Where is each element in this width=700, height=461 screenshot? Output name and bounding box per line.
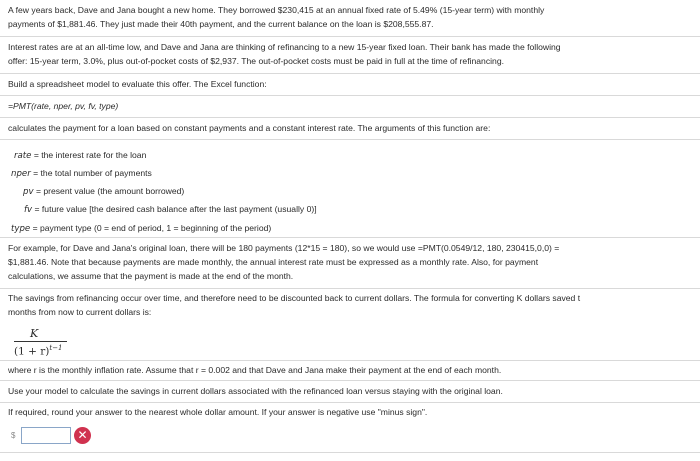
argument-name: fv <box>24 205 33 215</box>
divider <box>0 402 700 403</box>
refi-line-2: offer: 15-year term, 3.0%, plus out-of-pocket costs of $2,937. The out-of-pocket costs must be paid in full at the time of refinancing. <box>8 56 504 66</box>
use-model-text: Use your model to calculate the savings in current dollars associated with the refinanced loan versus staying with the original loan. <box>8 386 503 396</box>
rounding-text: If required, round your answer to the nearest whole dollar amount. If your answer is negative use "minus sign". <box>8 407 428 417</box>
divider <box>0 139 700 140</box>
build-text: Build a spreadsheet model to evaluate this offer. The Excel function: <box>8 79 267 89</box>
formula-denominator <box>14 344 63 358</box>
argument-desc: = future value [the desired cash balance after the last payment (usually 0)] <box>34 204 317 214</box>
argument-name: rate <box>14 151 32 161</box>
intro-line-2: payments of $1,881.46. They just made their 40th payment, and the current balance on the loan is $208,555.87. <box>8 19 434 29</box>
argument-type <box>11 223 271 234</box>
divider <box>0 288 700 289</box>
calc-text: calculates the payment for a loan based on constant payments and a constant interest rate. The arguments of this function are: <box>8 123 491 133</box>
x-mark-icon: ✕ <box>74 427 91 444</box>
argument-rate <box>14 150 146 161</box>
answer-input[interactable] <box>21 427 71 444</box>
currency-symbol: $ <box>11 431 16 440</box>
intro-line-1: A few years back, Dave and Jana bought a new home. They borrowed $230,415 at an annual fixed rate of 5.49% (15-year term) with monthly <box>8 5 545 15</box>
formula-numerator: K <box>30 327 39 340</box>
argument-desc: = payment type (0 = end of period, 1 = beginning of the period) <box>32 223 272 233</box>
divider <box>0 360 700 361</box>
argument-desc: = the interest rate for the loan <box>33 150 147 160</box>
example-line-2: $1,881.46. Note that because payments are made monthly, the annual interest rate must be expressed as a monthly rate. Also, for payment <box>8 257 539 267</box>
fraction-bar <box>14 341 67 342</box>
savings-line-2: months from now to current dollars is: <box>8 307 152 317</box>
denominator-base: (1 + r) <box>14 345 50 358</box>
argument-name: pv <box>23 187 34 197</box>
argument-pv <box>23 186 184 197</box>
divider <box>0 117 700 118</box>
divider <box>0 73 700 74</box>
denominator-exponent: t−1 <box>49 344 63 352</box>
argument-fv <box>24 204 317 215</box>
argument-name: type <box>11 224 31 234</box>
argument-desc: = present value (the amount borrowed) <box>35 186 185 196</box>
divider <box>0 380 700 381</box>
inflation-text: where r is the monthly inflation rate. Assume that r = 0.002 and that Dave and Jana make their payment at the end of each month. <box>8 365 502 375</box>
pmt-syntax: =PMT(rate, nper, pv, fv, type) <box>8 101 119 111</box>
example-line-3: calculations, we assume that the payment is made at the end of the month. <box>8 271 294 281</box>
divider <box>0 95 700 96</box>
divider <box>0 237 700 238</box>
divider <box>0 452 700 453</box>
divider <box>0 36 700 37</box>
example-line-1: For example, for Dave and Jana's original loan, there will be 180 payments (12*15 = 180), so we would use =PMT(0.0549/12, 180, 230415,0,0) = <box>8 243 560 253</box>
savings-line-1: The savings from refinancing occur over time, and therefore need to be discounted back to current dollars. The formula for converting K dollars saved t <box>8 293 581 303</box>
refi-line-1: Interest rates are at an all-time low, and Dave and Jana are thinking of refinancing to a new 15-year fixed loan. Their bank has made the following <box>8 42 561 52</box>
argument-name: nper <box>11 169 31 179</box>
argument-desc: = the total number of payments <box>33 168 152 178</box>
argument-nper <box>11 168 152 179</box>
